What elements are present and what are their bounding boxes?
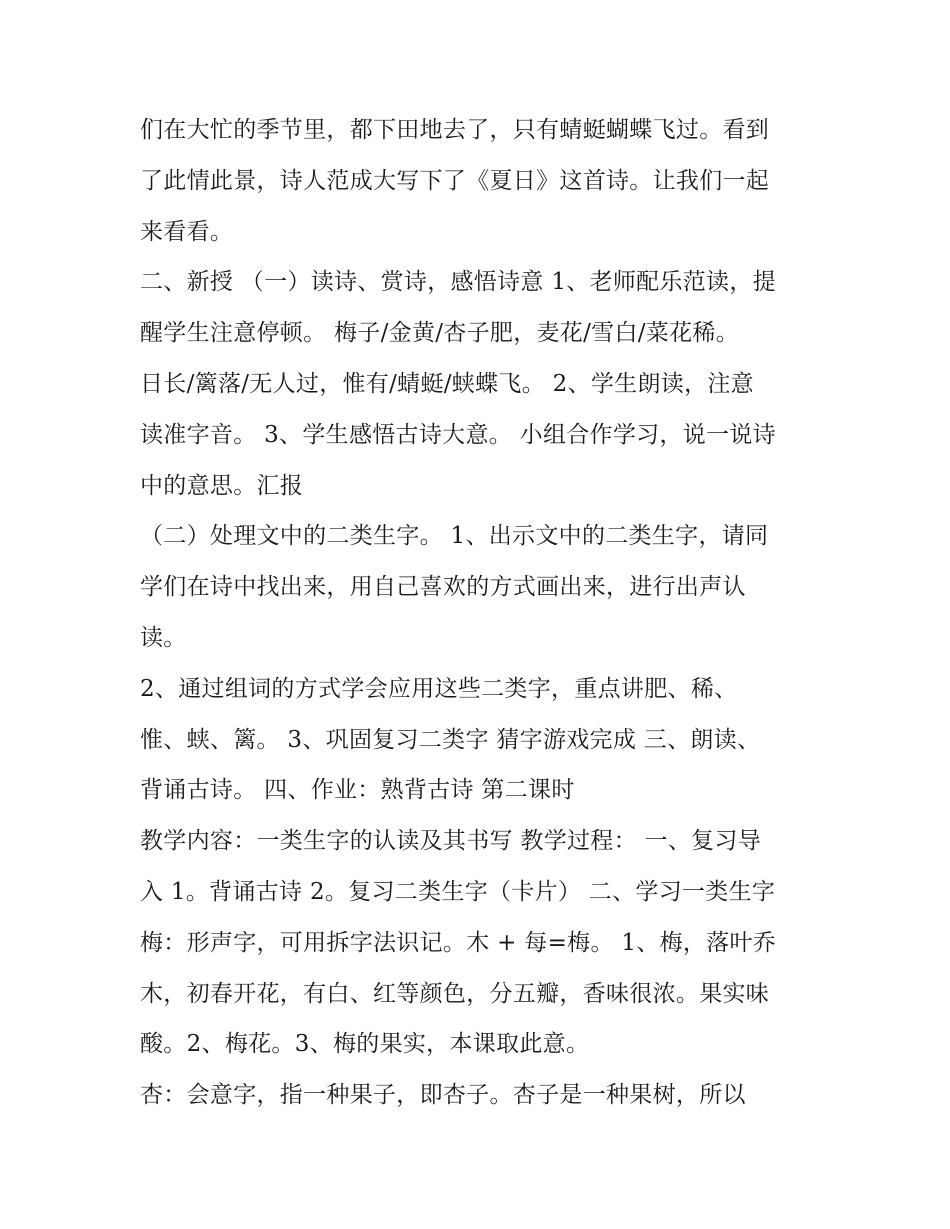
text-line: 背诵古诗。 四、作业：熟背古诗 第二课时 — [140, 777, 575, 804]
text-line: 杏：会意字，指一种果子，即杏子。杏子是一种果树，所以 — [140, 1082, 746, 1109]
text-line: 读准字音。 3、学生感悟古诗大意。 小组合作学习，说一说诗 — [140, 421, 776, 448]
text-line: 学们在诗中找出来，用自己喜欢的方式画出来，进行出声认 — [140, 574, 746, 601]
document-body — [140, 105, 820, 1121]
text-line: 来看看。 — [140, 218, 234, 245]
text-line: 二、新授 （一）读诗、赏诗，感悟诗意 1、老师配乐范读，提 — [140, 269, 776, 296]
text-line: 教学内容：一类生字的认读及其书写 教学过程： 一、复习导 — [140, 828, 762, 855]
text-line: 醒学生注意停顿。 梅子/金黄/杏子肥，麦花/雪白/菜花稀。 — [140, 320, 740, 347]
text-line: 惟、蛱、篱。 3、巩固复习二类字 猜字游戏完成 三、朗读、 — [140, 726, 761, 753]
text-line: 酸。2、梅花。3、梅的果实，本课取此意。 — [140, 1031, 590, 1058]
text-line: 木，初春开花，有白、红等颜色，分五瓣，香味很浓。果实味 — [140, 980, 770, 1007]
text-line: 中的意思。汇报 — [140, 472, 304, 499]
text-line: 梅：形声字，可用拆字法识记。木 + 每=梅。 1、梅，落叶乔 — [140, 929, 777, 956]
text-line: 们在大忙的季节里，都下田地去了，只有蜻蜓蝴蝶飞过。看到 — [140, 117, 770, 143]
text-line: 入 1。背诵古诗 2。复习二类生字（卡片） 二、学习一类生字 — [140, 878, 776, 905]
text-line: （二）处理文中的二类生字。 1、出示文中的二类生字，请同 — [140, 523, 769, 550]
text-line: 2、通过组词的方式学会应用这些二类字，重点讲肥、稀、 — [140, 675, 738, 702]
text-line: 了此情此景，诗人范成大写下了《夏日》这首诗。让我们一起 — [140, 167, 770, 194]
text-line: 日长/篱落/无人过，惟有/蜻蜓/蛱蝶飞。 2、学生朗读，注意 — [140, 370, 754, 397]
text-line: 读。 — [140, 624, 187, 651]
